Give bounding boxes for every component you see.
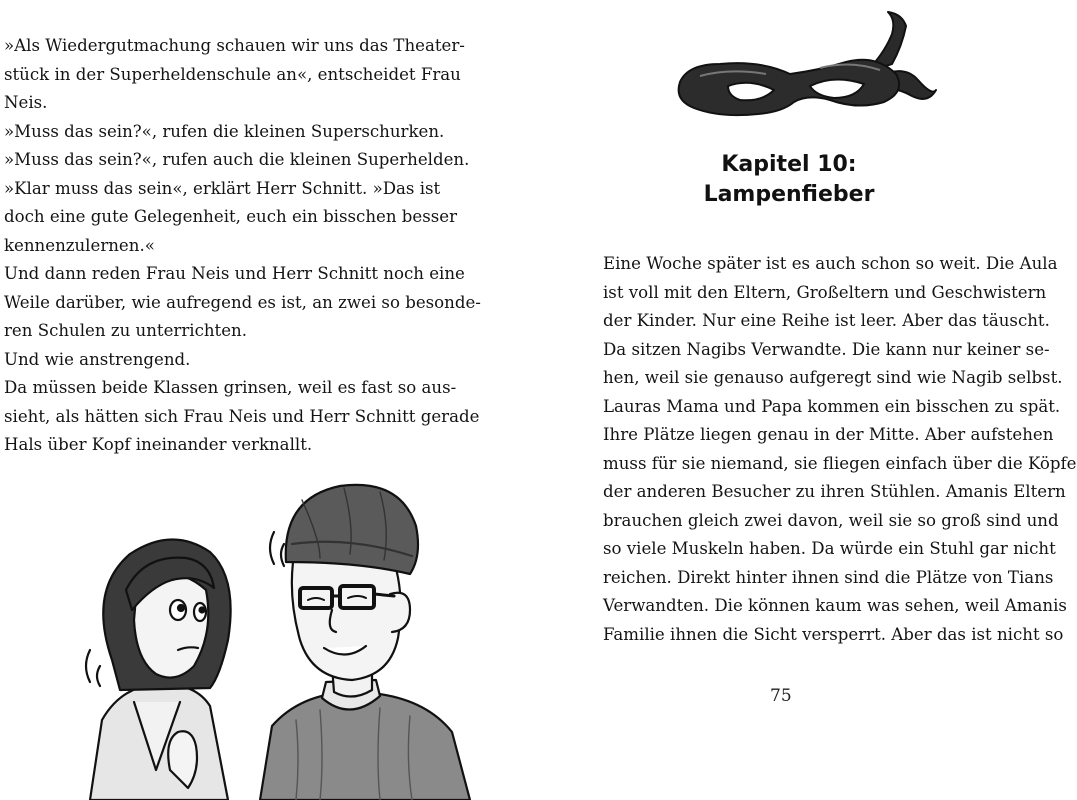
text-line: kennenzulernen.« (4, 235, 155, 255)
text-line: sieht, als hätten sich Frau Neis und Herr Schnitt gerade (4, 406, 480, 426)
text-line: Da sitzen Nagibs Verwandte. Die kann nur keiner se- (603, 339, 1050, 359)
superhero-mask-icon (670, 4, 940, 124)
right-page-text (603, 250, 1077, 649)
text-line: Verwandten. Die können kaum was sehen, weil Amanis (603, 596, 1067, 615)
woman-figure (86, 539, 231, 800)
chapter-number: Kapitel 10: (721, 152, 857, 177)
text-line: ren Schulen zu unterrichten. (4, 321, 248, 340)
chapter-name: Lampenfieber (703, 182, 875, 207)
text-line: stück in der Superheldenschule an«, entscheidet Frau (4, 64, 461, 84)
text-line: Und dann reden Frau Neis und Herr Schnitt noch eine (4, 264, 465, 283)
text-line: brauchen gleich zwei davon, weil sie so groß sind und (603, 510, 1059, 530)
text-line: reichen. Direkt hinter ihnen sind die Plätze von Tians (603, 567, 1054, 587)
text-line: Weile darüber, wie aufregend es ist, an zwei so besonde- (4, 292, 481, 312)
chapter-title (603, 150, 975, 210)
text-line: der anderen Besucher zu ihren Stühlen. Amanis Eltern (603, 482, 1066, 501)
text-line: Eine Woche später ist es auch schon so weit. Die Aula (603, 254, 1058, 273)
text-line: ist voll mit den Eltern, Großeltern und Geschwistern (603, 282, 1047, 302)
left-page-text (4, 32, 481, 460)
right-page (500, 0, 1077, 800)
man-figure (260, 485, 470, 800)
page-number: 75 (770, 686, 792, 706)
text-line: »Klar muss das sein«, erklärt Herr Schnitt. »Das ist (4, 178, 441, 198)
text-line: »Muss das sein?«, rufen auch die kleinen Superhelden. (4, 150, 470, 169)
text-line: Und wie anstrengend. (4, 349, 191, 369)
teachers-illustration (60, 470, 480, 800)
text-line: Da müssen beide Klassen grinsen, weil es fast so aus- (4, 378, 457, 397)
text-line: hen, weil sie genauso aufgeregt sind wie Nagib selbst. (603, 368, 1063, 387)
text-line: Ihre Plätze liegen genau in der Mitte. Aber aufstehen (603, 425, 1054, 444)
text-line: Lauras Mama und Papa kommen ein bisschen zu spät. (603, 396, 1061, 416)
text-line: so viele Muskeln haben. Da würde ein Stuhl gar nicht (603, 539, 1056, 558)
text-line: Neis. (4, 93, 48, 112)
text-line: muss für sie niemand, sie fliegen einfach über die Köpfe (603, 453, 1077, 473)
text-line: Familie ihnen die Sicht versperrt. Aber das ist nicht so (603, 624, 1064, 644)
text-line: »Muss das sein?«, rufen die kleinen Superschurken. (4, 121, 445, 141)
text-line: doch eine gute Gelegenheit, euch ein bisschen besser (4, 207, 458, 226)
text-line: der Kinder. Nur eine Reihe ist leer. Aber das täuscht. (603, 311, 1050, 330)
left-page (0, 0, 500, 800)
text-line: »Als Wiedergutmachung schauen wir uns das Theater- (4, 36, 465, 55)
text-line: Hals über Kopf ineinander verknallt. (4, 435, 313, 454)
